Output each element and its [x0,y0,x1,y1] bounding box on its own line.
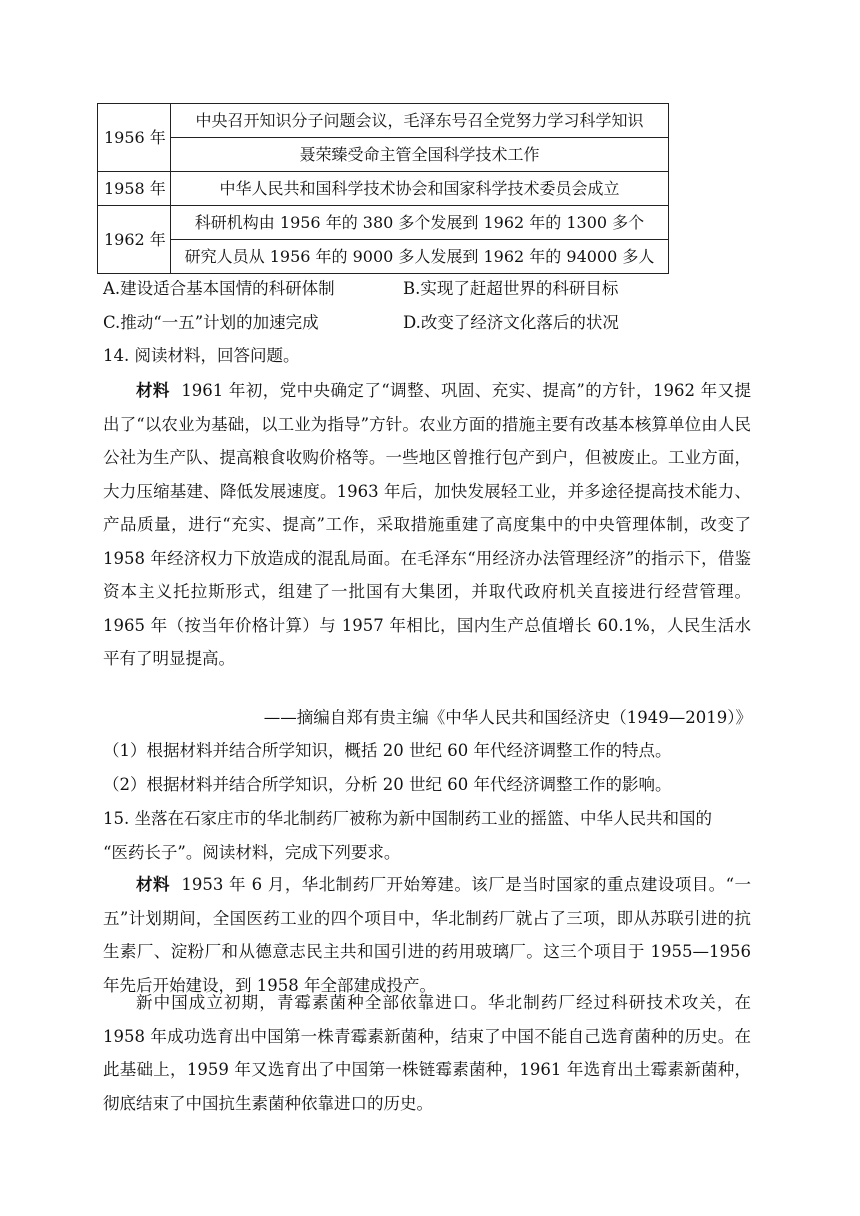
event-cell: 研究人员从 1956 年的 9000 多人发展到 1962 年的 94000 多人 [171,240,669,274]
question-14-material [103,374,751,676]
science-events-table [97,103,669,274]
question-14-title: 14. 阅读材料，回答问题。 [103,346,300,365]
table-row [98,104,669,138]
question-14-sub-2: （2）根据材料并结合所学知识，分析 20 世纪 60 年代经济调整工作的影响。 [103,775,672,794]
material-text: 1961 年初，党中央确定了“调整、巩固、充实、提高”的方针，1962 年又提出了“以农业为基础，以工业为指导”方针。农业方面的措施主要有改基本核算单位由人民公社为生产队、提高粮食收购价格等。一些地区曾推行包产到户，但被废止。工业方面，大力压缩基建、降低发展速度。1963 年后，加快发展轻工业，并多途径提高技术能力、产品质量，进行“充实、提高”工作，采取措施重建了高度集中的中央管理体制，改变了 1958 年经济权力下放造成的混乱局面。在毛泽东“用经济办法管理经济”的指示下，借鉴资本主义托拉斯形式，组建了一批国有大集团，并取代政府机关直接进行经营管理。1965 年（按当年价格计算）与 1957 年相比，国内生产总值增长 60.1%，人民生活水平有了明显提高。 [103,381,752,668]
event-cell: 聂荣臻受命主管全国科学技术工作 [171,138,669,172]
year-cell: 1958 年 [98,172,171,206]
question-15-material-2: 新中国成立初期，青霉素菌种全部依靠进口。华北制药厂经过科研技术攻关，在 1958 年成功选育出中国第一株青霉素新菌种，结束了中国不能自己选育菌种的历史。在此基础上，1959 年又选育出了中国第一株链霉素菌种，1961 年选育出土霉素新菌种，彻底结束了中国抗生素菌种依靠进口的历史。 [103,993,751,1113]
material-label: 材料 [136,875,170,894]
year-cell: 1956 年 [98,104,171,172]
choice-d[interactable]: D.改变了经济文化落后的状况 [403,313,619,332]
choice-b[interactable]: B.实现了赶超世界的科研目标 [403,279,619,298]
question-14-sub-1: （1）根据材料并结合所学知识，概括 20 世纪 60 年代经济调整工作的特点。 [103,741,672,760]
table-row [98,240,669,274]
material-source: ——摘编自郑有贵主编《中华人民共和国经济史（1949—2019）》 [263,708,752,727]
choice-a[interactable]: A.建设适合基本国情的科研体制 [103,279,335,298]
event-cell: 中华人民共和国科学技术协会和国家科学技术委员会成立 [171,172,669,206]
question-15-title-line1: 15. 坐落在石家庄市的华北制药厂被称为新中国制药工业的摇篮、中华人民共和国的 [103,809,712,828]
table-row [98,172,669,206]
table-row [98,138,669,172]
choice-c[interactable]: C.推动“一五”计划的加速完成 [103,313,319,332]
year-cell: 1962 年 [98,206,171,274]
event-cell: 科研机构由 1956 年的 380 多个发展到 1962 年的 1300 多个 [171,206,669,240]
table-row [98,206,669,240]
material-label: 材料 [136,381,170,400]
question-15-material-1 [103,868,751,1002]
material-text: 1953 年 6 月，华北制药厂开始筹建。该厂是当时国家的重点建设项目。“一五”计划期间，全国医药工业的四个项目中，华北制药厂就占了三项，即从苏联引进的抗生素厂、淀粉厂和从德意志民主共和国引进的药用玻璃厂。这三个项目于 1955—1956 年先后开始建设，到 1958 年全部建成投产。 [103,875,752,995]
question-15-title-line2: “医药长子”。阅读材料，完成下列要求。 [103,843,401,862]
event-cell: 中央召开知识分子问题会议，毛泽东号召全党努力学习科学知识 [171,104,669,138]
